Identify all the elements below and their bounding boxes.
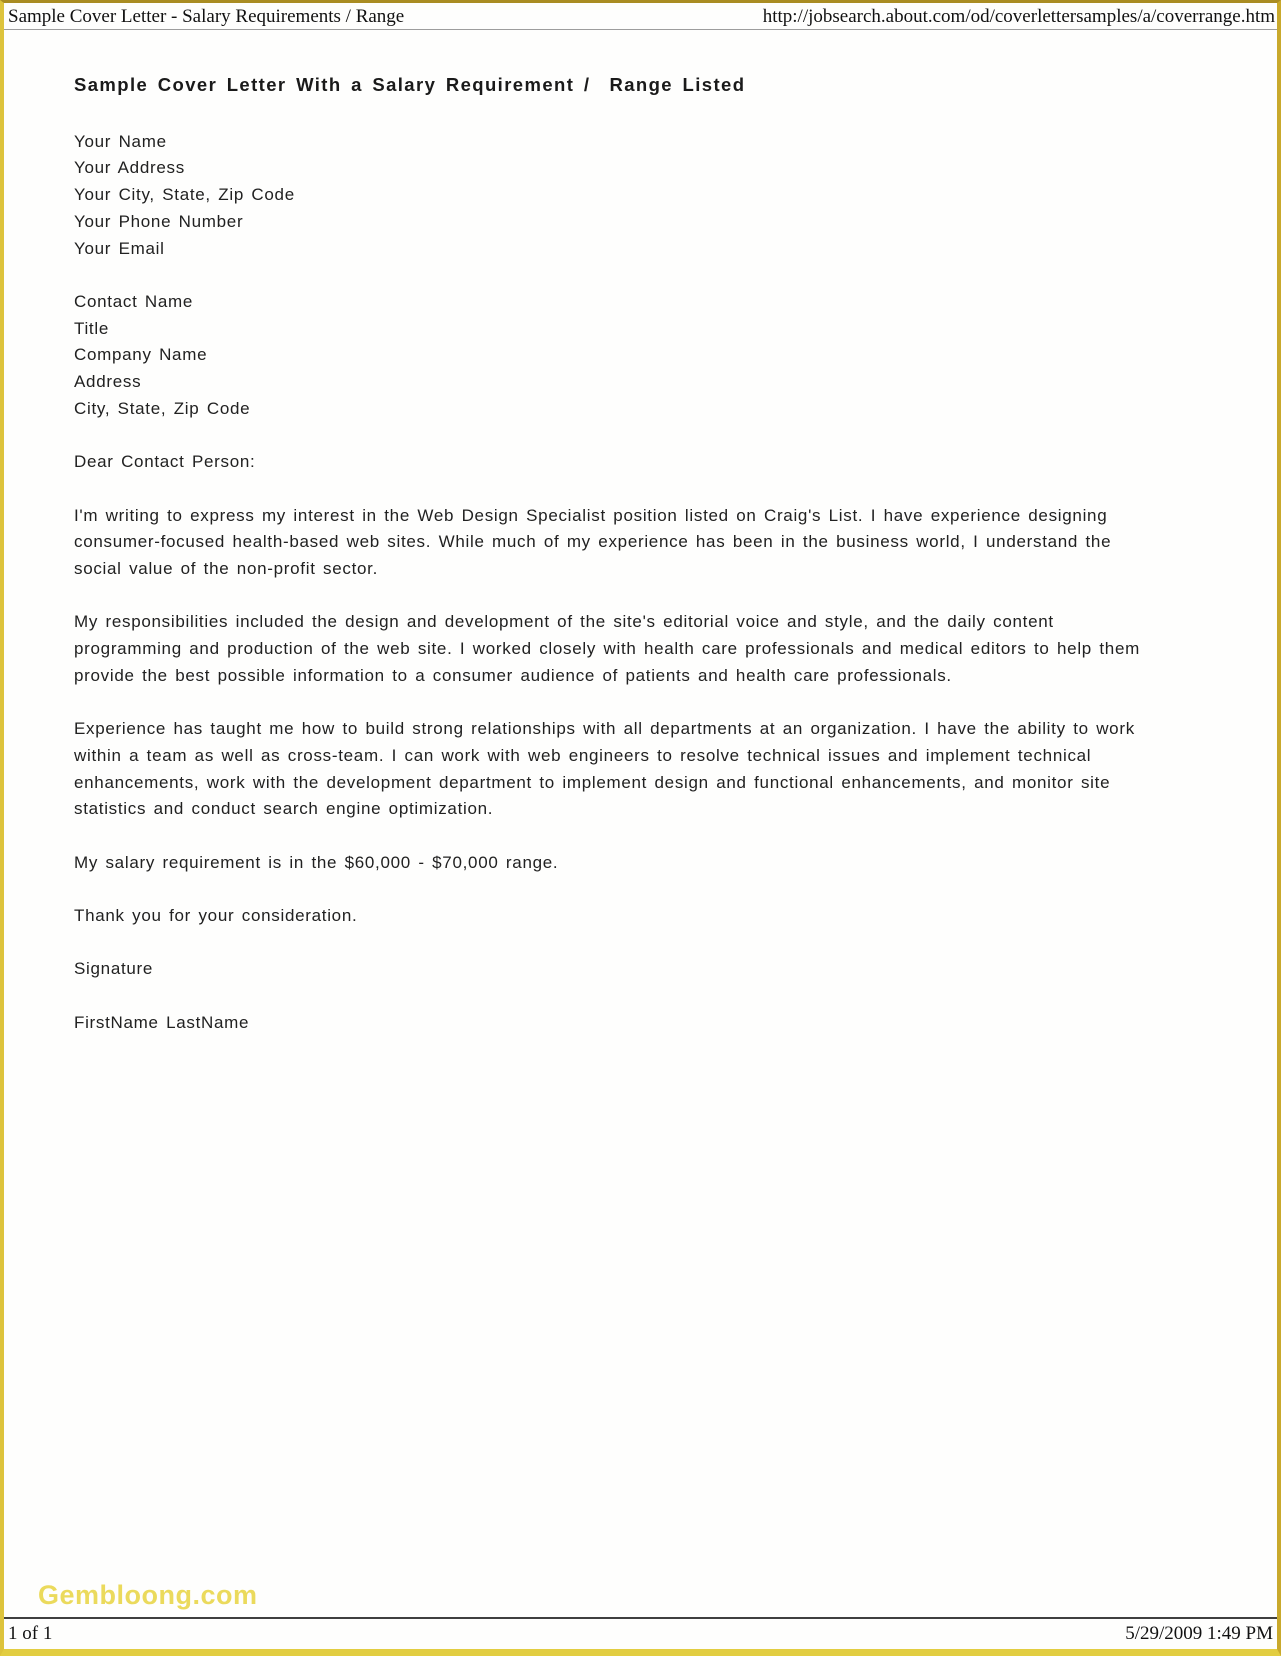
letter-body — [74, 72, 1140, 1063]
recipient-address-line: Address — [74, 372, 142, 392]
closing-signature-label: Signature — [74, 959, 154, 979]
signature-name: FirstName LastName — [74, 1012, 250, 1032]
recipient-title-line: Title — [74, 318, 109, 338]
recipient-address-block — [74, 289, 1140, 423]
letter-title: Sample Cover Letter With a Salary Requirement / Range Listed — [74, 74, 746, 95]
paragraph-thanks: Thank you for your consideration. — [74, 905, 358, 925]
print-header-title: Sample Cover Letter - Salary Requirements / Range — [8, 6, 405, 27]
footer-datetime: 5/29/2009 1:49 PM — [1125, 1623, 1273, 1644]
paragraph-experience: Experience has taught me how to build strong relationships with all departments at an organization. I have the ability to work within a team as well as cross-team. I can work with web engineers to resolve technical issues and implement technical enhancements, work with the development department to implement design and functional enhancements, and monitor site statistics and conduct search engine optimization. — [74, 719, 1135, 819]
footer-page-number: 1 of 1 — [8, 1623, 53, 1644]
print-footer — [8, 1622, 1273, 1646]
sender-address-line: Your Address — [74, 158, 185, 178]
sender-name-line: Your Name — [74, 131, 167, 151]
print-header-url: http://jobsearch.about.com/od/coverlettersamples/a/coverrange.htm — [762, 6, 1275, 27]
sender-address-block — [74, 129, 1140, 263]
sender-city-line: Your City, State, Zip Code — [74, 185, 295, 205]
paragraph-intro: I'm writing to express my interest in the Web Design Specialist position listed on Craig's List. I have experience designing consumer-focused health-based web sites. While much of my experience has been in the business world, I understand the social value of the non-profit sector. — [74, 505, 1112, 578]
sender-phone-line: Your Phone Number — [74, 211, 244, 231]
watermark-text: Gembloong.com — [38, 1580, 258, 1610]
recipient-city-line: City, State, Zip Code — [74, 398, 251, 418]
print-header — [8, 5, 1275, 29]
paragraph-responsibilities: My responsibilities included the design and development of the site's editorial voice and style, and the daily content programming and production of the web site. I worked closely with health care professionals and medical editors to help them provide the best possible information to a consumer audience of patients and health care professionals. — [74, 612, 1140, 685]
salutation: Dear Contact Person: — [74, 452, 256, 472]
recipient-company-line: Company Name — [74, 345, 208, 365]
paragraph-salary: My salary requirement is in the $60,000 - $70,000 range. — [74, 852, 559, 872]
footer-divider — [4, 1617, 1277, 1619]
header-divider — [4, 29, 1277, 30]
sender-email-line: Your Email — [74, 238, 165, 258]
recipient-name-line: Contact Name — [74, 291, 194, 311]
